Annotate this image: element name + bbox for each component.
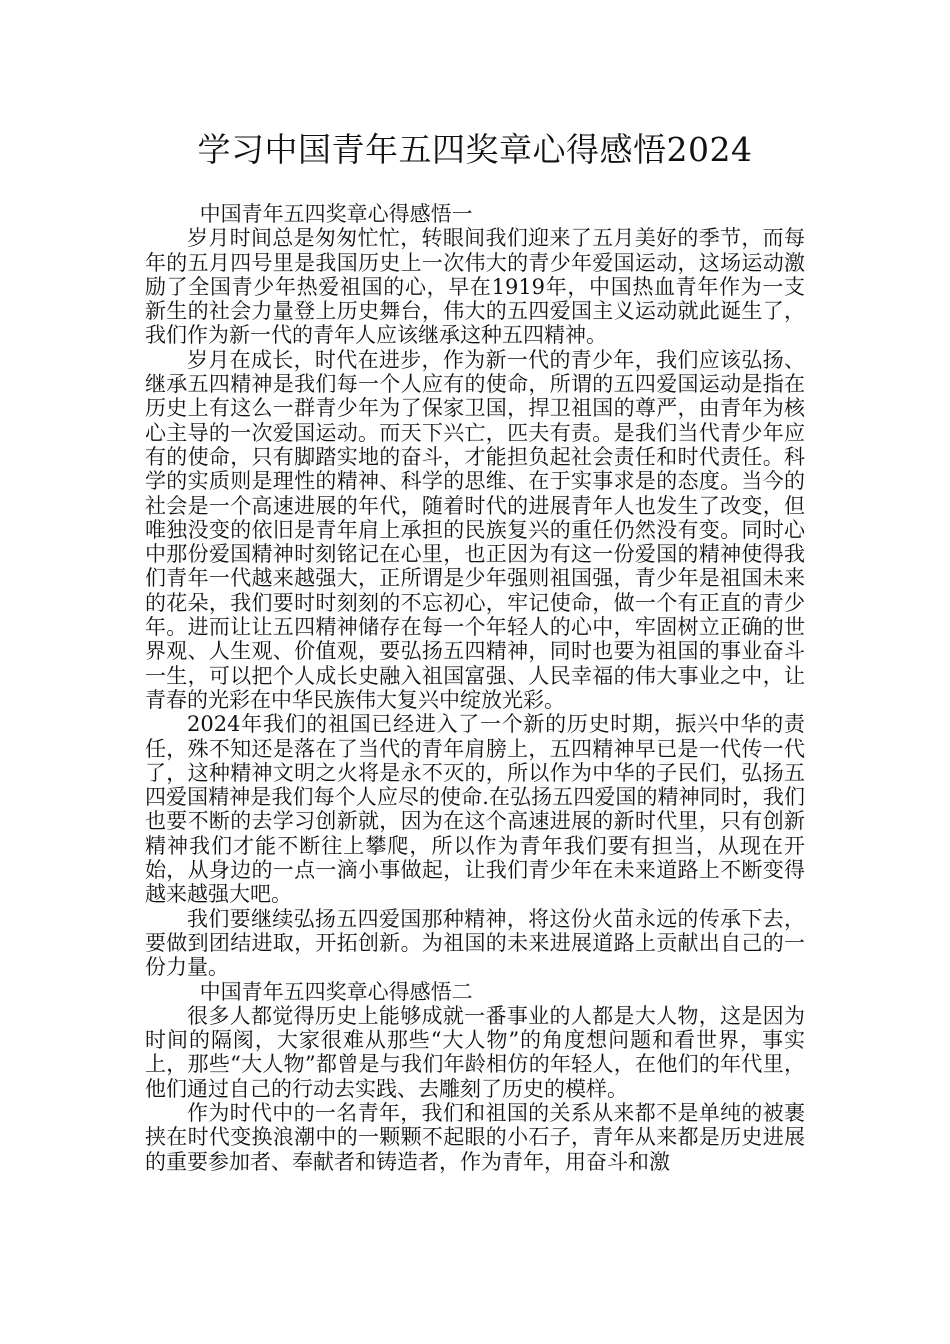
paragraph: 我们要继续弘扬五四爱国那种精神，将这份火苗永远的传承下去，要做到团结进取，开拓创新。为祖国的未来进展道路上贡献出自己的一份力量。 (145, 906, 805, 980)
paragraph: 作为时代中的一名青年，我们和祖国的关系从来都不是单纯的被裹挟在时代变换浪潮中的一颗颗不起眼的小石子，青年从来都是历史进展的重要参加者、奉献者和铸造者，作为青年，用奋斗和激 (145, 1100, 805, 1174)
section-1 (145, 202, 805, 980)
document-page (145, 128, 805, 1174)
section-heading: 中国青年五四奖章心得感悟一 (199, 202, 473, 226)
document-title: 学习中国青年五四奖章心得感悟2024 (197, 130, 753, 169)
section-heading: 中国青年五四奖章心得感悟二 (199, 979, 473, 1004)
paragraph: 2024年我们的祖国已经进入了一个新的历史时期，振兴中华的责任，殊不知还是落在了当代的青年肩膀上，五四精神早已是一代传一代了，这种精神文明之火将是永不灭的，所以作为中华的子民们，弘扬五四爱国精神是我们每个人应尽的使命.在弘扬五四爱国的精神同时，我们也要不断的去学习创新就，因为在这个高速进展的新时代里，只有创新精神我们才能不断往上攀爬，所以作为青年我们要有担当，从现在开始，从身边的一点一滴小事做起，让我们青少年在未来道路上不断变得越来越强大吧。 (145, 712, 805, 907)
section-2 (145, 980, 805, 1174)
paragraph: 岁月在成长，时代在进步，作为新一代的青少年，我们应该弘扬、继承五四精神是我们每一个人应有的使命，所谓的五四爱国运动是指在历史上有这么一群青少年为了保家卫国，捍卫祖国的尊严，由青年为核心主导的一次爱国运动。而天下兴亡，匹夫有责。是我们当代青少年应有的使命，只有脚踏实地的奋斗，才能担负起社会责任和时代责任。科学的实质则是理性的精神、科学的思维、在于实事求是的态度。当今的社会是一个高速进展的年代，随着时代的进展青年人也发生了改变，但唯独没变的依旧是青年肩上承担的民族复兴的重任仍然没有变。同时心中那份爱国精神时刻铭记在心里，也正因为有这一份爱国的精神使得我们青年一代越来越强大，正所谓是少年强则祖国强，青少年是祖国未来的花朵，我们要时时刻刻的不忘初心，牢记使命，做一个有正直的青少年。进而让让五四精神储存在每一个年轻人的心中，牢固树立正确的世界观、人生观、价值观，要弘扬五四精神，同时也要为祖国的事业奋斗一生，可以把个人成长史融入祖国富强、人民幸福的伟大事业之中，让青春的光彩在中华民族伟大复兴中绽放光彩。 (145, 347, 805, 712)
paragraph: 岁月时间总是匆匆忙忙，转眼间我们迎来了五月美好的季节，而每年的五月四号里是我国历史上一次伟大的青少年爱国运动，这场运动激励了全国青少年热爱祖国的心，早在1919年，中国热血青年作为一支新生的社会力量登上历史舞台，伟大的五四爱国主义运动就此诞生了，我们作为新一代的青年人应该继承这种五四精神。 (145, 226, 805, 348)
paragraph: 很多人都觉得历史上能够成就一番事业的人都是大人物，这是因为时间的隔阂，大家很难从那些“大人物”的角度想问题和看世界，事实上，那些“大人物”都曾是与我们年龄相仿的年轻人，在他们的年代里，他们通过自己的行动去实践、去雕刻了历史的模样。 (145, 1003, 805, 1101)
